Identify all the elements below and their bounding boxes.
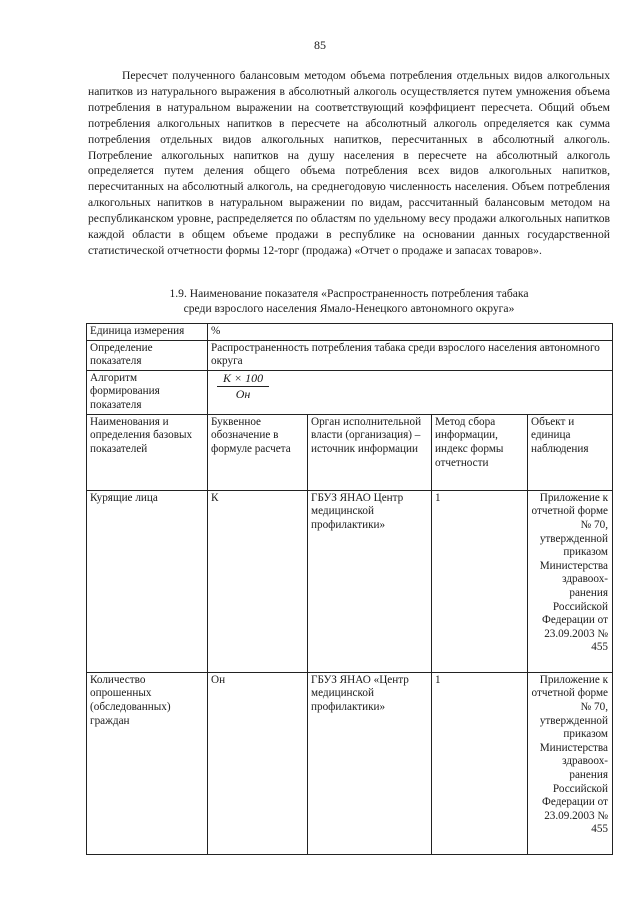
row-source: ГБУЗ ЯНАО «Центр медицинской профилактики» xyxy=(308,672,432,854)
body-paragraph: Пересчет полученного балансовым методом объема потребления отдельных видов алкогольных напитков из натурального выражения в абсолютный алкоголь осуществляется путем умножения объема потребления в натуральном выражении на соответствующий коэффициент пересчета. Общий объем потребления алкогольных напитков в пересчете на абсолютный алкоголь определяется как сумма потребления отдельных видов алкогольных напитков, пересчитанных в абсолютный алкоголь. Потребление алкогольных напитков на душу населения в пересчете на абсолютный алкоголь определяется путем деления общего объема потребления всех видов алкогольных напитков, пересчитанных на абсолютный алкоголь, на среднегодовую численность населения. Объем потребления алкогольных напитков в натуральном выражении по видам, рассчитанный балансовым методом на республиканском уровне, распределяется по областям по удельному весу продажи алкогольных напитков каждой области в общем объеме продажи в республике на основании данных государственной статистической отчетности формы 12-торг (продажа) «Отчет о продаже и запасах товаров». xyxy=(88,69,610,257)
row-method: 1 xyxy=(432,672,528,854)
unit-row xyxy=(87,324,613,341)
page-number: 85 xyxy=(314,38,326,52)
definition-value: Распространенность потребления табака среди взрослого населения автономного округа xyxy=(208,340,613,370)
table-row xyxy=(87,490,613,672)
row-name: Курящие лица xyxy=(87,490,208,672)
formula-numerator: K × 100 xyxy=(217,372,269,388)
formula xyxy=(217,372,269,402)
row-symbol: Он xyxy=(208,672,308,854)
row-object: Приложение к отчетной форме № 70, утвержденной приказом Министерства здравоох-ранения Российской Федерации от 23.09.2003 № 455 xyxy=(528,490,613,672)
header-object: Объект и единица наблюдения xyxy=(528,414,613,490)
unit-label: Единица измерения xyxy=(87,324,208,341)
algorithm-label: Алгоритм формирования показателя xyxy=(87,370,208,414)
header-method: Метод сбора информации, индекс формы отчетности xyxy=(432,414,528,490)
definition-row xyxy=(87,340,613,370)
algorithm-formula xyxy=(208,370,613,414)
formula-denominator: Он xyxy=(235,387,251,402)
definition-label: Определение показателя xyxy=(87,340,208,370)
indicator-table xyxy=(86,323,613,855)
unit-value: % xyxy=(208,324,613,341)
row-name: Количество опрошенных (обследованных) граждан xyxy=(87,672,208,854)
header-source: Орган исполнительной власти (организация) – источник информации xyxy=(308,414,432,490)
row-source: ГБУЗ ЯНАО Центр медицинской профилактики» xyxy=(308,490,432,672)
algorithm-row xyxy=(87,370,613,414)
header-symbol: Буквенное обозначение в формуле расчета xyxy=(208,414,308,490)
section-heading-line-1: 1.9. Наименование показателя «Распространенность потребления табака xyxy=(169,287,529,300)
header-name: Наименования и определения базовых показателей xyxy=(87,414,208,490)
row-symbol: К xyxy=(208,490,308,672)
row-object: Приложение к отчетной форме № 70, утвержденной приказом Министерства здравоох-ранения Российской Федерации от 23.09.2003 № 455 xyxy=(528,672,613,854)
section-heading-line-2: среди взрослого населения Ямало-Ненецкого автономного округа» xyxy=(183,302,515,315)
header-row xyxy=(87,414,613,490)
table-row xyxy=(87,672,613,854)
section-heading xyxy=(88,286,610,316)
row-method: 1 xyxy=(432,490,528,672)
